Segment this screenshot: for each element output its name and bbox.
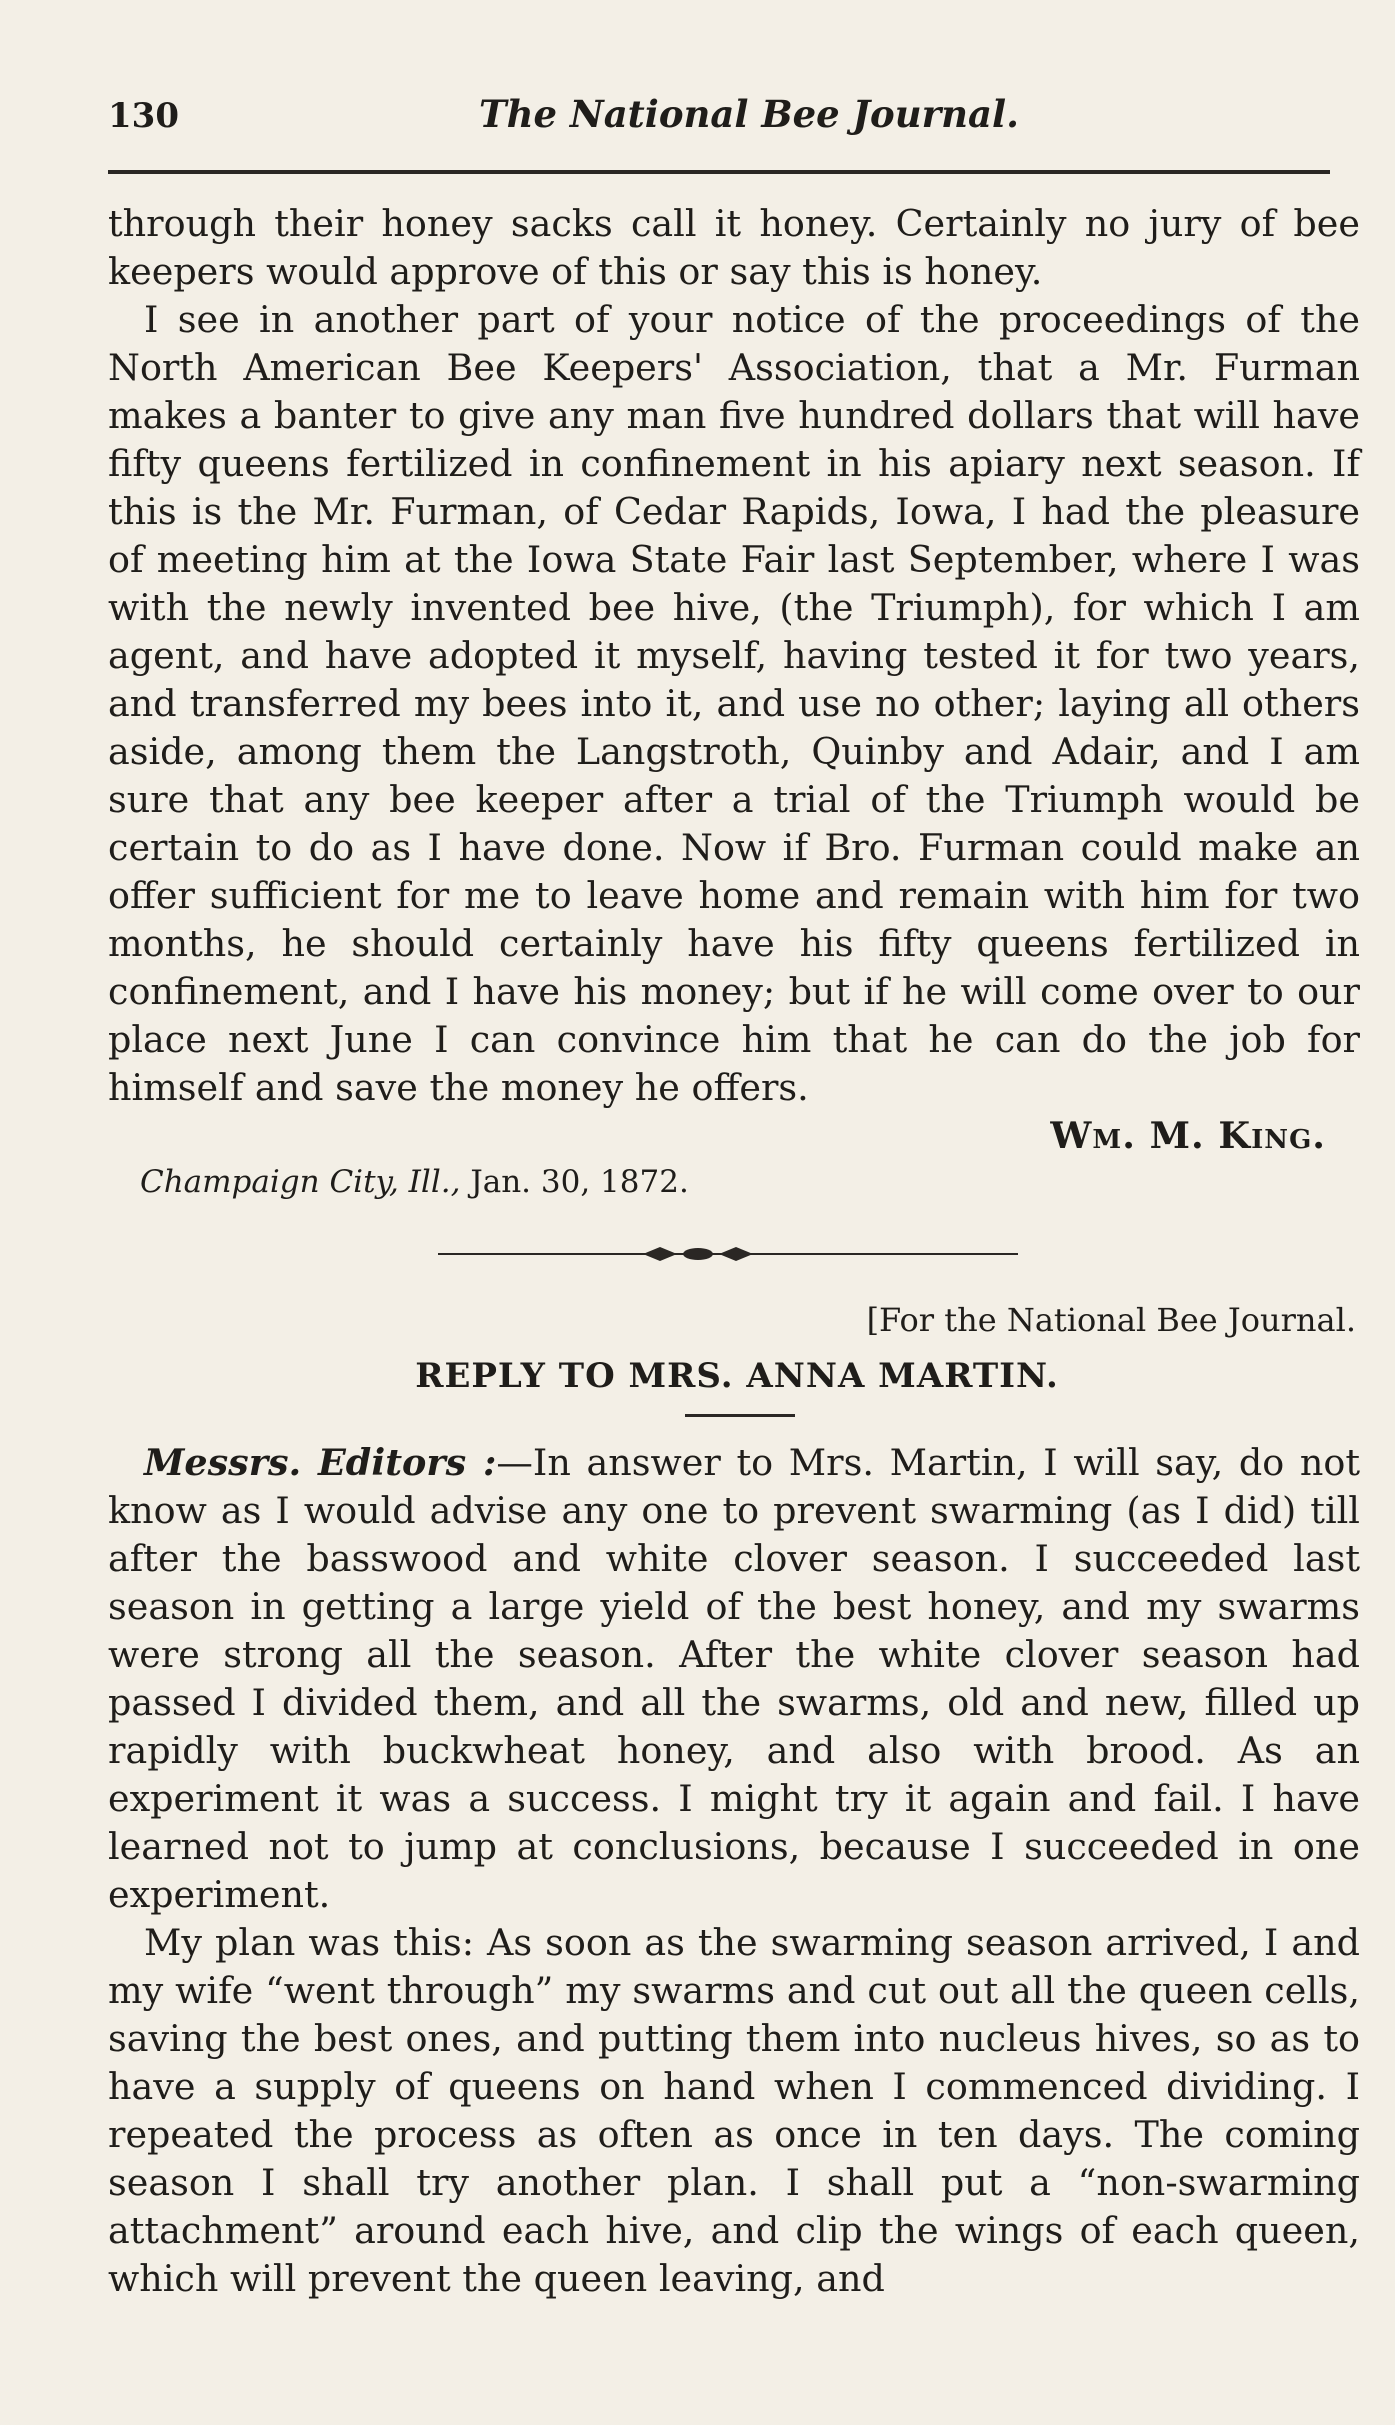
letter1-paragraph-1: through their honey sacks call it honey. Certainly no jury of bee keepers would approve of this or say this is honey. — [108, 202, 1360, 293]
salutation: Messrs. Editors : — [144, 1441, 497, 1484]
dateline-place: Champaign City, Ill., — [140, 1164, 461, 1200]
article2-paragraph-1-text: —In answer to Mrs. Martin, I will say, do not know as I would advise any one to prevent swarming (as I did) till after the basswood and white clover season. I succeeded last season in getting a large yield of the best honey, and my swarms were strong all the season. After the white clover season had passed I divided them, and all the swarms, old and new, filled up rapidly with buckwheat honey, and also with brood. As an experiment it was a success. I might try it again and fail. I have learned not to jump at conclusions, because I succeeded in one experiment. — [108, 1441, 1360, 1916]
dateline-date: Jan. 30, 1872. — [470, 1164, 689, 1200]
journal-title: The National Bee Journal. — [479, 92, 1019, 136]
section-divider — [108, 1206, 1360, 1296]
letter1-dateline — [140, 1158, 1360, 1206]
article2-paragraph-1 — [108, 1439, 1360, 1919]
page-header — [108, 92, 1330, 152]
letter1-signature: Wm. M. King. — [1050, 1114, 1326, 1157]
source-note: [For the National Bee Journal. — [866, 1301, 1356, 1339]
header-rule — [108, 170, 1330, 174]
letter1-paragraph-2: I see in another part of your notice of the proceedings of the North American Bee Keepers' Association, that a Mr. Furman makes a banter to give any man five hundred dollars that will have fifty queens fertilized in confinement in his apiary next season. If this is the Mr. Furman, of Cedar Rapids, Iowa, I had the pleasure of meeting him at the Iowa State Fair last September, where I was with the newly invented bee hive, (the Triumph), for which I am agent, and have adopted it myself, having tested it for two years, and transferred my bees into it, and use no other; laying all others aside, among them the Langstroth, Quinby and Adair, and I am sure that any bee keeper after a trial of the Triumph would be certain to do as I have done. Now if Bro. Furman could make an offer sufficient for me to leave home and remain with him for two months, he should certainly have his fifty queens fertilized in confinement, and I have his money; but if he will come over to our place next June I can convince him that he can do the job for himself and save the money he offers. — [108, 298, 1360, 1109]
body-text — [108, 200, 1360, 2303]
ornamental-rule-icon — [438, 1242, 1018, 1266]
article-title: REPLY TO MRS. ANNA MARTIN. — [415, 1356, 1059, 1396]
title-rule — [685, 1414, 795, 1417]
article2-paragraph-2: My plan was this: As soon as the swarming season arrived, I and my wife “went through” my swarms and cut out all the queen cells, saving the best ones, and putting them into nucleus hives, so as to have a supply of queens on hand when I commenced dividing. I repeated the process as often as once in ten days. The coming season I shall try another plan. I shall put a “non-swarming attachment” around each hive, and clip the wings of each queen, which will prevent the queen leaving, and — [108, 1921, 1360, 2300]
page-number: 130 — [108, 96, 179, 136]
